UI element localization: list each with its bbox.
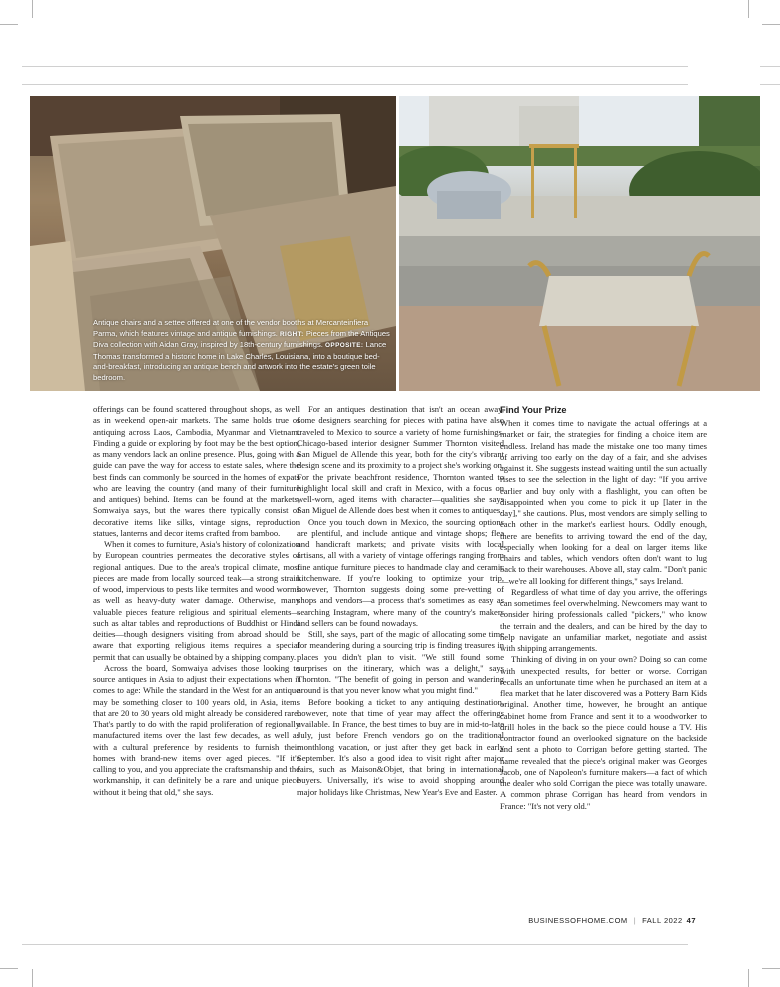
paragraph: offerings can be found scattered throughout shops, as well as in weekend open-air markets. The same holds true of antiquing across Laos, Cambodia, Myanmar and Vietnam. Finding a guide or exploring by foot may be the best option, as many vendors lack an online presence. Plus, going with a guide can pave the way for access to estate sales, where the best finds can commonly be sourced in the homes of expats who are leaving the country (and many of their furniture and antiques) behind. Items can be found at the markets, Somwaiya says, but the wares there typically consist of decorative items like silks, vintage signs, reproduction statues, lanterns and decor items crafted from bamboo. — [93, 404, 300, 538]
paragraph: When it comes to furniture, Asia's history of colonization by European countries permeates the decorative styles of regional antiques. Due to the area's tropical climate, most pieces are made from locally sourced teak—a strong strain of wood, impervious to pests like termites and wood worms as well as heavy-duty water damage. Otherwise, many valuable pieces feature religious and spiritual elements—such as altar tables and reproductions of Buddhist or Hindi deities—though designers visiting from abroad should be aware that exporting religious items requires a special permit that can usually be obtained by a shipping company. — [93, 539, 300, 662]
crop-mark — [32, 0, 33, 18]
crop-mark — [748, 969, 749, 987]
paragraph: When it comes time to navigate the actual offerings at a market or fair, the strategies for finding a choice item are endless. Ireland has made the mistake one too many times of arriving too early on the day of a fair, and she advises against it. She suggests instead waiting until the sun actually rises to see the selection in the light of day: "If you arrive earlier and buy only with a flashlight, you can often be disappointed when you come to pick it up [later in the day]," she cautions. Plus, most vendors are simply selling to each other in the market's earliest hours. Oddly enough, there are benefits to arriving toward the end of the day, especially when looking for a deal on larger items like chairs and tables, which vendors often don't want to lug back to their warehouses. Above all, stay calm. "Don't panic—we're all looking for different things," says Ireland. — [500, 418, 707, 586]
crop-mark — [32, 969, 33, 987]
paragraph: Before booking a ticket to any antiquing destination, however, note that time of year may affect the offerings available. In France, the best times to buy are in mid-to-late July, just before French vendors go on the traditional monthlong vacation, or just after they get back in early September. It's also a good idea to visit right after major fairs, such as Maison&Objet, that bring in international buyers. Universally, it's wise to avoid shopping around major holidays like Christmas, New Year's Eve and Easter. — [297, 696, 504, 797]
bleed-line — [22, 944, 688, 945]
crop-mark — [0, 24, 18, 25]
caption-right-label: RIGHT: — [280, 330, 304, 338]
page-number: 47 — [686, 916, 696, 925]
bleed-line — [22, 84, 688, 85]
photo-antique-chairs — [30, 96, 396, 391]
paragraph: For an antiques destination that isn't an ocean away, some designers searching for pieces with patina have also traveled to Mexico to source a variety of home furnishings. Chicago-based interior designer Summer Thornton visited San Miguel de Allende this year, both for the city's vibrant design scene and its proximity to a project she's working on. For the private beachfront residence, Thornton wanted to highlight local skill and craft in Mexico, with a focus on well-worn, aged items with character—qualities she says San Miguel de Allende does best when it comes to antiques. — [297, 404, 504, 516]
photo-garden-furniture — [399, 96, 760, 391]
caption-opposite-text: Lance Thomas transformed a historic home in Lake Charles, Louisiana, into a boutique bed-and-breakfast, introducing an antique bench and artwork into the estate's green toile bedroom. — [93, 340, 387, 382]
paragraph: Still, she says, part of the magic of allocating some time for meandering during a sourcing trip is finding treasures in places you didn't plan to visit. "We still found some surprises on the itinerary, which was a delight," says Thornton. "The benefit of going in person and wandering around is that you never know what you might find." — [297, 629, 504, 696]
caption-intro: Antique chairs and a settee offered at one of the vendor booths at Mercanteinfiera Parma, which features vintage and antique furnishings. — [93, 318, 369, 338]
footer-separator: | — [633, 916, 637, 925]
crop-mark — [762, 24, 780, 25]
crop-mark — [762, 968, 780, 969]
article-column-1 — [93, 404, 300, 798]
article-column-2 — [297, 404, 504, 798]
paragraph: Across the board, Somwaiya advises those looking to source antiques in Asia to adjust their expectations when it comes to age: While the standard in the West for an antique may be something closer to 100 years old, in Asia, items that are 20 to 30 years old might already be considered rare. That's partly to do with the rapid proliferation of regionally manufactured items over the last few decades, as well as with a cultural preference by residents to furnish their homes with brand-new items over aged pieces. "If it's calling to you, and you appreciate the craftsmanship and the workmanship, it can definitely be a rare and unique piece without it being that old," she says. — [93, 662, 300, 797]
caption-right-text: Pieces from the Antiques Diva collection with Aidan Gray, inspired by 18th-century furnishings. — [93, 328, 390, 350]
caption-opposite-label: OPPOSITE: — [325, 342, 364, 350]
footer-issue: FALL 2022 — [642, 916, 683, 925]
paragraph: Regardless of what time of day you arrive, the offerings can sometimes feel overwhelming. Newcomers may want to consider hiring professionals called "pickers," who know the terrain and the dealers, and can be hired by the day to help navigate an unfamiliar market, negotiate and assist with shipping arrangements. — [500, 586, 707, 653]
photo-caption — [93, 318, 391, 384]
article-column-3 — [500, 404, 707, 812]
footer-site: BUSINESSOFHOME.COM — [528, 916, 628, 925]
bleed-line — [760, 66, 780, 67]
crop-mark — [0, 968, 18, 969]
bleed-line — [760, 84, 780, 85]
page-footer — [528, 916, 696, 925]
paragraph: Thinking of diving in on your own? Doing so can come with unexpected results, for better or worse. Corrigan recalls an unfortunate time when he purchased an item at a flea market that he later discovered was a Pottery Barn Kids original. Another time, however, he brought an antique cabinet home from France and sent it to a woodworker to drill holes in the back so the piece could house a TV. His contractor found an overlooked signature on the backside and sent a photo to Corrigan before getting started. The name revealed that the piece's original maker was Georges Jacob, one of Napoleon's furniture makers—a fact of which the dealer who sold Corrigan the piece was totally unaware. A common phrase Corrigan has heard from vendors in France: "It's not very old." — [500, 654, 707, 811]
section-heading: Find Your Prize — [500, 405, 567, 415]
crop-mark — [748, 0, 749, 18]
bleed-line — [22, 66, 688, 67]
garden-illustration — [399, 96, 760, 391]
paragraph: Once you touch down in Mexico, the sourcing options are plentiful, and include antique and vintage shops; flea and handicraft markets; and private visits with local artisans, all with a variety of vintage offerings ranging from fine antique furniture pieces to handmade clay and ceramic kitchenware. If you're looking to optimize your trip, however, Thornton suggests doing some pre-vetting of shops and vendors—a process that's sometimes as easy as searching Instagram, where many of the country's makers and sellers can be found nowadays. — [297, 516, 504, 628]
